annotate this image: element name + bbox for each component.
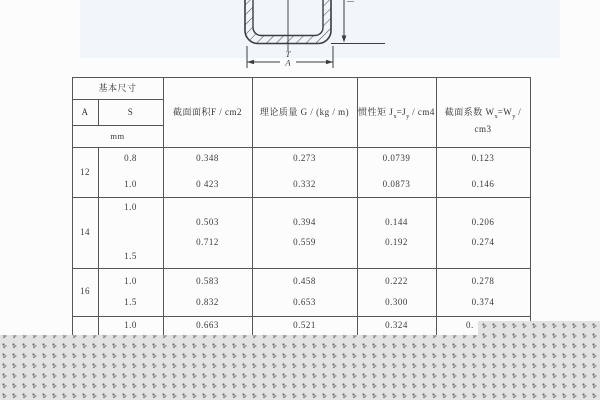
- header-moment-of-inertia: 惯性矩 $J_x=J_y / cm4$: [358, 107, 435, 120]
- cell-inertia-value: 0.144: [385, 217, 408, 227]
- cell-mass-value: 0.521: [293, 320, 316, 330]
- header-col-s: S: [127, 107, 134, 117]
- table-line-h: [72, 99, 163, 100]
- cell-inertia-value: 0.300: [385, 297, 408, 307]
- table-top-border: [72, 77, 531, 78]
- header-theoretical-mass: 理论质量 G / (kg / m): [259, 107, 350, 117]
- cell-modulus-value: 0.274: [471, 237, 495, 247]
- cell-mass-value: 0.273: [293, 153, 316, 163]
- cell-modulus-value: 0.206: [471, 217, 495, 227]
- cell-modulus-value: 0.146: [471, 179, 495, 189]
- header-section-modulus: 截面系数 $W_x=W_y / cm3$: [444, 107, 522, 134]
- header-section-area: 截面面积F / cm2: [172, 107, 242, 117]
- cell-area-value: 0.663: [196, 320, 219, 330]
- cell-s-value: 1.0: [124, 202, 137, 212]
- cell-area-value: 0 423: [196, 179, 219, 189]
- cell-area-value: 0.832: [196, 297, 219, 307]
- cell-mass-value: 0.653: [293, 297, 316, 307]
- cell-area-value: 0.348: [196, 153, 219, 163]
- cell-modulus-value: 0.123: [471, 153, 495, 163]
- cell-s-value: 0.8: [124, 153, 137, 163]
- width-label: A: [285, 57, 291, 68]
- cell-s-value: 1.5: [124, 297, 137, 307]
- cell-inertia-value: 0.0739: [382, 153, 411, 163]
- tube-cross-section-diagram: [230, 0, 400, 72]
- arrowhead-down: [342, 36, 347, 43]
- cell-modulus-value: 0.374: [471, 297, 495, 307]
- table-line-h: [72, 268, 531, 269]
- cell-mass-value: 0.458: [293, 276, 316, 286]
- cell-s-value: 1.0: [124, 276, 137, 286]
- header-basic-dimensions: 基本尺寸: [98, 83, 137, 93]
- cell-area-value: 0.503: [196, 217, 219, 227]
- table-line-h: [72, 125, 163, 126]
- table-right-border: [530, 77, 531, 321]
- cell-mass-value: 0.394: [293, 217, 316, 227]
- table-header-bottom: [72, 147, 531, 148]
- arrowhead-right: [326, 60, 333, 64]
- arrowhead-left: [247, 60, 254, 64]
- cell-inertia-value: 0.324: [385, 320, 408, 330]
- cell-a-value: 12: [80, 167, 90, 177]
- cell-inertia-value: 0.222: [385, 276, 408, 286]
- cell-mass-value: 0.332: [293, 179, 316, 189]
- cell-area-value: 0.712: [196, 237, 219, 247]
- cell-area-value: 0.583: [196, 276, 219, 286]
- cell-modulus-value: 0.278: [471, 276, 495, 286]
- cell-inertia-value: 0.0873: [382, 179, 411, 189]
- header-col-a: A: [81, 107, 89, 117]
- checkered-background-pattern: [0, 321, 600, 400]
- table-line-h: [72, 316, 531, 317]
- cell-s-value: 1.5: [124, 251, 137, 261]
- table-line-h: [72, 197, 531, 198]
- header-unit-mm: mm: [110, 131, 125, 141]
- cell-s-value: 1.0: [124, 179, 137, 189]
- cell-s-value: 1.0: [124, 320, 137, 330]
- cell-a-value: 16: [80, 286, 90, 296]
- cell-modulus-value-truncated: 0.: [466, 320, 474, 330]
- cell-mass-value: 0.559: [293, 237, 316, 247]
- cell-inertia-value: 0.192: [385, 237, 408, 247]
- cell-a-value: 14: [80, 227, 90, 237]
- thickness-label: T: [285, 49, 291, 59]
